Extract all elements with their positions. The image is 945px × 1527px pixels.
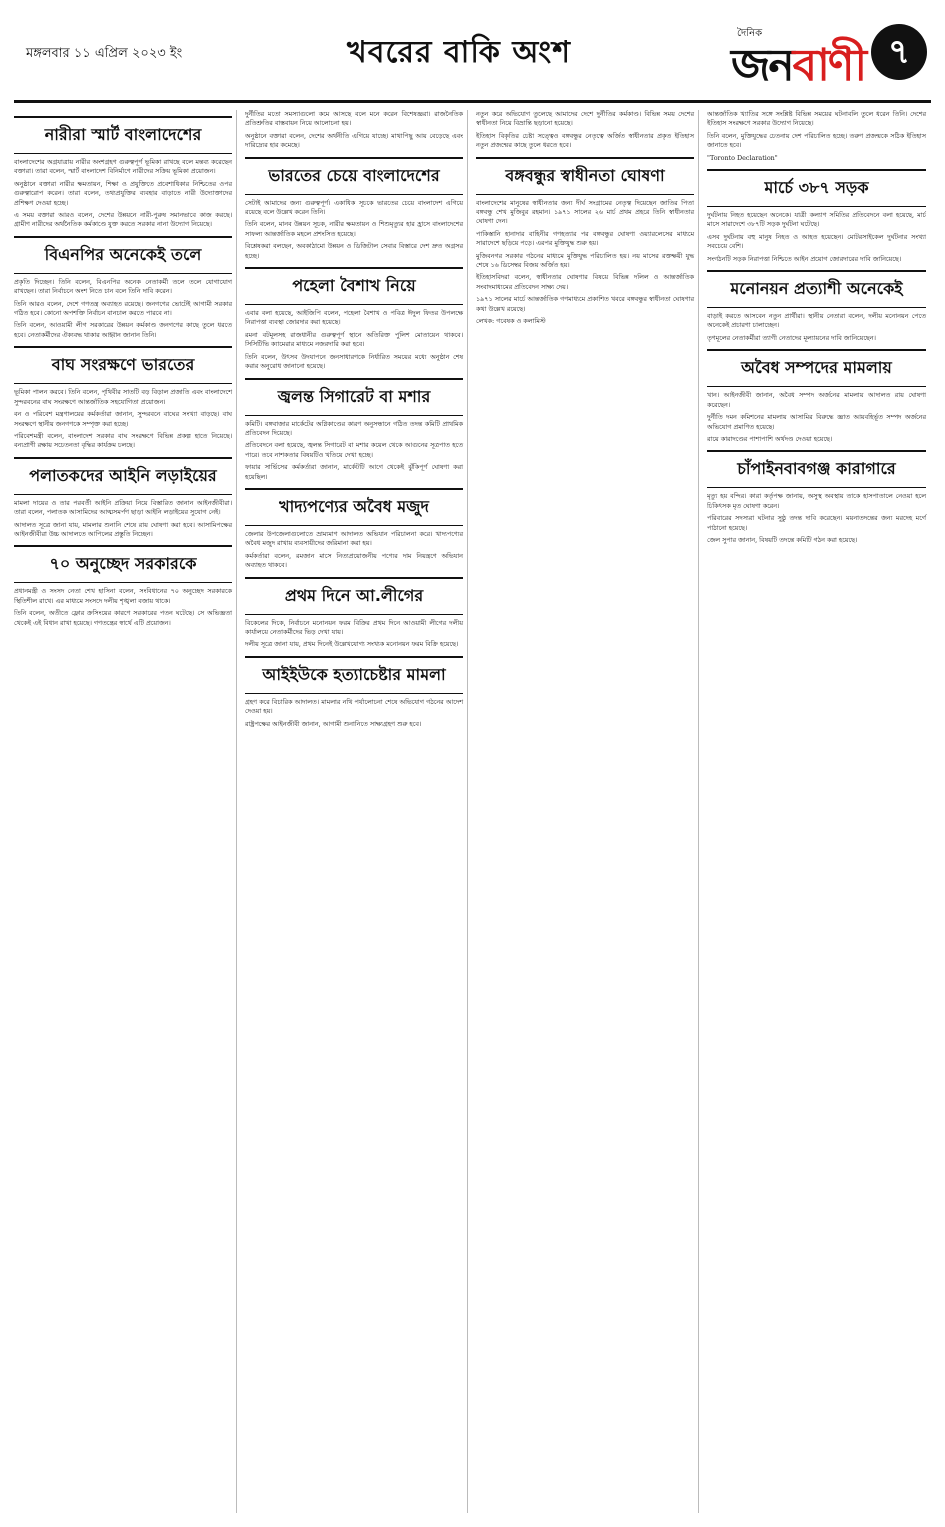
article — [245, 110, 463, 151]
article-paragraph: খান। আইনজীবী জানান, অবৈধ সম্পদ অর্জনের মামলায় আদালত রায় ঘোষণা করেছেন। — [707, 391, 926, 409]
article-paragraph: রাষ্ট্রপক্ষের আইনজীবী জানান, আগামী শুনানিতে সাক্ষ্যগ্রহণ শুরু হবে। — [245, 719, 422, 728]
article-paragraph: দুর্ঘটনায় নিহত হয়েছেন অনেকে। যাত্রী কল্যাণ সমিতির প্রতিবেদনে বলা হয়েছে, মার্চ মাসে সারাদেশে ৩৮৭টি সড়ক দুর্ঘটনা ঘটেছে। — [707, 211, 926, 229]
logo-part-2: বাণী — [792, 40, 866, 91]
article-paragraph: ইতিহাসবিদরা বলেন, স্বাধীনতার ঘোষণার বিষয়ে বিভিন্ন দলিল ও আন্তর্জাতিক সংবাদমাধ্যমের প্রতিবেদন সাক্ষ্য দেয়। — [476, 273, 694, 291]
article — [707, 349, 926, 444]
article-paragraph: তিনি বলেন, মুক্তিযুদ্ধের চেতনায় দেশ পরিচালিত হচ্ছে। তরুণ প্রজন্মকে সঠিক ইতিহাস জানাতে হবে। — [707, 131, 926, 150]
article-headline: নারীরা স্মার্ট বাংলাদেশের — [14, 116, 232, 154]
article-paragraph: বিশ্লেষকরা বলছেন, অবকাঠামো উন্নয়ন ও ডিজিটাল সেবার বিস্তারে দেশ দ্রুত অগ্রসর হচ্ছে। — [245, 242, 463, 260]
article-paragraph: অনুষ্ঠানে বক্তারা বলেন, দেশের অর্থনীতি এগিয়ে যাচ্ছে। মাথাপিছু আয় বেড়েছে এবং দারিদ্র্যের হার কমেছে। — [245, 131, 463, 150]
article-paragraph: মুজিবনগর সরকার গঠনের মাধ্যমে মুক্তিযুদ্ধ পরিচালিত হয়। নয় মাসের রক্তক্ষয়ী যুদ্ধ শেষে ১৬ ডিসেম্বর বিজয় অর্জিত হয়। — [476, 251, 694, 270]
article-headline: প্রথম দিনে আ.লীগের — [245, 577, 463, 615]
article-paragraph: এবার বলা হয়েছে, আইজিপি বলেন, পহেলা বৈশাখ ও পবিত্র ঈদুল ফিতর উপলক্ষে নিরাপত্তা ব্যবস্থা জোরদার করা হয়েছে। — [245, 309, 463, 327]
article-paragraph: তিনি বলেন, মানব উন্নয়ন সূচক, নারীর ক্ষমতায়ন ও শিশুমৃত্যুর হার হ্রাসে বাংলাদেশের সাফল্য আন্তর্জাতিক মহলে প্রশংসিত হয়েছে। — [245, 220, 463, 238]
article-paragraph: বাংলাদেশের অগ্রযাত্রায় নারীর অংশগ্রহণ গুরুত্বপূর্ণ ভূমিকা রাখছে বলে মন্তব্য করেছেন বক্তারা। তারা বলেন, স্মার্ট বাংলাদেশ বিনির্মাণে নারীদের সক্রিয় ভূমিকা প্রয়োজন। — [14, 158, 232, 176]
article-columns — [14, 110, 931, 1513]
article-headline: বঙ্গবন্ধুর স্বাধীনতা ঘোষণা — [476, 157, 694, 195]
article-paragraph: লেখক: গবেষক ও কলামিস্ট — [476, 317, 546, 326]
article-headline: চাঁপাইনবাবগঞ্জ কারাগারে — [707, 450, 926, 488]
article-paragraph: জেলার উপজেলাগুলোতে ভ্রাম্যমাণ আদালত অভিযান পরিচালনা করে। খাদ্যপণ্যের অবৈধ মজুদ রাখায় ব্যবসায়ীদের জরিমানা করা হয়। — [245, 529, 463, 548]
article-paragraph: বাংলাদেশের মানুষের স্বাধীনতার জন্য দীর্ঘ সংগ্রামের নেতৃত্ব দিয়েছেন জাতির পিতা বঙ্গবন্ধু শেখ মুজিবুর রহমান। ১৯৭১ সালের ২৬ মার্চ প্রথম প্রহরে তিনি স্বাধীনতার ঘোষণা দেন। — [476, 198, 694, 226]
article-paragraph: অনুষ্ঠানে বক্তারা নারীর ক্ষমতায়ন, শিক্ষা ও প্রযুক্তিতে প্রবেশাধিকার নিশ্চিতের ওপর গুরুত্বারোপ করেন। তারা বলেন, তথ্যপ্রযুক্তির ব্যবহার বাড়াতে নারী উদ্যোক্তাদের প্রশিক্ষণ দেওয়া হচ্ছে। — [14, 179, 232, 207]
article-paragraph: প্রধানমন্ত্রী ও সংসদ নেতা শেখ হাসিনা বলেন, সংবিধানের ৭০ অনুচ্ছেদ সরকারকে স্থিতিশীল রাখে। এর মাধ্যমে সংসদে দলীয় শৃঙ্খলা বজায় থাকে। — [14, 587, 232, 605]
article-paragraph: পাকিস্তানি হানাদার বাহিনীর গণহত্যার পর বঙ্গবন্ধুর ঘোষণা ওয়্যারলেসের মাধ্যমে সারাদেশে ছড়িয়ে পড়ে। এরপর মুক্তিযুদ্ধ শুরু হয়। — [476, 229, 694, 248]
article-headline: পলাতকদের আইনি লড়াইয়ের — [14, 457, 232, 495]
article-paragraph: পরিবেশমন্ত্রী বলেন, বাংলাদেশ সরকার বাঘ সংরক্ষণে বিভিন্ন প্রকল্প হাতে নিয়েছে। বন্যপ্রাণী রক্ষায় সচেতনতা বৃদ্ধির কার্যক্রম চলছে। — [14, 431, 232, 450]
article-paragraph: কমিটি। বঙ্গবাজার মার্কেটের অগ্নিকাণ্ডের কারণ অনুসন্ধানে গঠিত তদন্ত কমিটি প্রাথমিক প্রতিবেদন দিয়েছে। — [245, 419, 463, 437]
article-paragraph: "Toronto Declaration" — [707, 153, 778, 162]
news-column-2 — [245, 110, 468, 1513]
article-headline: মার্চে ৩৮৭ সড়ক — [707, 169, 926, 207]
article-paragraph: আদালত সূত্রে জানা যায়, মামলার শুনানি শেষে রায় ঘোষণা করা হবে। আসামিপক্ষের আইনজীবীরা উচ্চ আদালতে আপিলের প্রস্তুতি নিচ্ছেন। — [14, 520, 232, 538]
article — [707, 169, 926, 264]
article — [707, 270, 926, 343]
article-paragraph: দুর্নীতির মতো সমস্যাগুলো কমে আসছে বলে মনে করেন বিশেষজ্ঞরা। রাজনৈতিক প্রতিশ্রুতির বাস্তবায়ন নিয়ে আলোচনা হয়। — [245, 110, 463, 128]
article-headline: অবৈধ সম্পদের মামলায় — [707, 349, 926, 387]
article-headline: খাদ্যপণ্যের অবৈধ মজুদ — [245, 488, 463, 526]
article-paragraph: প্রকৃতি দিচ্ছেন। তিনি বলেন, বিএনপির অনেক নেতাকর্মী তলে তলে যোগাযোগ রাখছেন। তারা নির্বাচনে অংশ নিতে চান বলে তিনি দাবি করেন। — [14, 277, 232, 296]
article-paragraph: কর্মকর্তারা বলেন, রমজান মাসে নিত্যপ্রয়োজনীয় পণ্যের দাম নিয়ন্ত্রণে অভিযান অব্যাহত থাকবে। — [245, 551, 463, 570]
article-paragraph: মৃত্যু হয় বন্দির। কারা কর্তৃপক্ষ জানায়, অসুস্থ অবস্থায় তাকে হাসপাতালে নেওয়া হলে চিকিৎসক মৃত ঘোষণা করেন। — [707, 492, 926, 510]
article — [245, 378, 463, 482]
article-paragraph: পরিবারের সদস্যরা ঘটনার সুষ্ঠু তদন্ত দাবি করেছেন। ময়নাতদন্তের জন্য মরদেহ মর্গে পাঠানো হয়েছে। — [707, 514, 926, 532]
article — [14, 116, 232, 230]
article-paragraph: দুর্নীতি দমন কমিশনের মামলায় আসামির বিরুদ্ধে জ্ঞাত আয়বহির্ভূত সম্পদ অর্জনের অভিযোগ প্রমাণিত হয়েছে। — [707, 413, 926, 431]
article — [245, 267, 463, 371]
news-column-4 — [707, 110, 930, 1513]
article-headline: বিএনপির অনেকেই তলে — [14, 236, 232, 274]
article — [14, 457, 232, 540]
article-headline: ৭০ অনুচ্ছেদ সরকারকে — [14, 545, 232, 583]
article-paragraph: তিনি বলেন, অতীতে ফ্লোর ক্রসিংয়ের কারণে সরকারের পতন ঘটেছে। সে অভিজ্ঞতা থেকেই এই বিধান রাখা হয়েছে। গণতন্ত্রের স্বার্থে এটি প্রয়োজন। — [14, 609, 232, 627]
article-headline: পহেলা বৈশাখ নিয়ে — [245, 267, 463, 305]
article-paragraph: তৃণমূলের নেতাকর্মীরা ত্যাগী নেতাদের মূল্যায়নের দাবি জানিয়েছেন। — [707, 333, 876, 342]
article-paragraph: বাড়াই করতে আসবেন নতুন প্রার্থীরা। স্থানীয় নেতারা বলেন, দলীয় মনোনয়ন পেতে অনেকেই প্রচারণা চালাচ্ছেন। — [707, 312, 926, 330]
article — [245, 488, 463, 571]
article — [707, 450, 926, 545]
masthead — [14, 14, 931, 103]
article-paragraph: গ্রহণ করে বিচারিক আদালত। মামলার নথি পর্যালোচনা শেষে অভিযোগ গঠনের আদেশ দেওয়া হয়। — [245, 697, 463, 716]
section-title: খবরের বাকি অংশ — [347, 35, 571, 70]
news-column-1 — [14, 110, 237, 1513]
article-paragraph: তিনি আরও বলেন, দেশে গণতন্ত্র অব্যাহত রয়েছে। জনগণের ভোটেই আগামী সরকার গঠিত হবে। কোনো অপশক্তি নির্বাচন বানচাল করতে পারবে না। — [14, 299, 232, 318]
article-headline: বাঘ সংরক্ষণে ভারতের — [14, 346, 232, 384]
article — [245, 656, 463, 729]
article-paragraph: তিনি বলেন, উৎসব উদযাপনে জনসাধারণকে নির্ধারিত সময়ের মধ্যে অনুষ্ঠান শেষ করার অনুরোধ জানানো হয়েছে। — [245, 352, 463, 371]
article — [476, 157, 694, 327]
article-paragraph: ১৯৭১ সালের মার্চে আন্তর্জাতিক গণমাধ্যমে প্রকাশিত খবরে বঙ্গবন্ধুর স্বাধীনতা ঘোষণার কথা উল্লেখ রয়েছে। — [476, 295, 694, 313]
article-headline: মনোনয়ন প্রত্যাশী অনেকেই — [707, 270, 926, 308]
newspaper-logo — [731, 26, 866, 91]
article-headline: আইইউকে হত্যাচেষ্টার মামলা — [245, 656, 463, 694]
article-paragraph: জেল সুপার জানান, বিষয়টি তদন্তে কমিটি গঠন করা হয়েছে। — [707, 535, 858, 544]
article-paragraph: তিনি বলেন, আওয়ামী লীগ সরকারের উন্নয়ন কর্মকাণ্ড জনগণের কাছে তুলে ধরতে হবে। নেতাকর্মীদের ঐক্যবদ্ধ থাকার আহ্বান জানান তিনি। — [14, 321, 232, 339]
article-paragraph: প্রতিবেদনে বলা হয়েছে, জ্বলন্ত সিগারেট বা মশার কয়েল থেকে আগুনের সূত্রপাত হতে পারে। তবে নাশকতার বিষয়টিও খতিয়ে দেখা হচ্ছে। — [245, 441, 463, 459]
news-column-3 — [476, 110, 699, 1513]
article-paragraph: ভূমিকা পালন করবে। তিনি বলেন, পৃথিবীর সাতটি বড় বিড়াল প্রজাতি এবং বাংলাদেশে সুন্দরবনের বাঘ সংরক্ষণে আন্তর্জাতিক সহযোগিতা প্রয়োজন। — [14, 388, 232, 406]
article-paragraph: ইতিহাস বিকৃতির চেষ্টা সত্ত্বেও বঙ্গবন্ধুর নেতৃত্বে অর্জিত স্বাধীনতার প্রকৃত ইতিহাস নতুন প্রজন্মের কাছে তুলে ধরতে হবে। — [476, 131, 694, 150]
article-paragraph: বিকেলের দিকে, নির্বাচনে মনোনয়ন ফরম বিক্রির প্রথম দিনে আওয়ামী লীগের দলীয় কার্যালয়ে নেতাকর্মীদের ভিড় দেখা যায়। — [245, 618, 463, 636]
article — [707, 110, 926, 163]
article-paragraph: সংগঠনটি সড়ক নিরাপত্তা নিশ্চিতে আইন প্রয়োগ জোরদারের দাবি জানিয়েছে। — [707, 254, 901, 263]
logo-part-1: জন — [731, 40, 793, 91]
article — [245, 577, 463, 650]
article — [476, 110, 694, 151]
article — [14, 545, 232, 628]
logo-wordmark — [731, 32, 865, 105]
article-paragraph: বন ও পরিবেশ মন্ত্রণালয়ের কর্মকর্তারা জানান, সুন্দরবনে বাঘের সংখ্যা বাড়ছে। বাঘ সংরক্ষণে স্থানীয় জনগণকে সম্পৃক্ত করা হচ্ছে। — [14, 410, 232, 428]
page-number-badge: ৭ — [871, 24, 927, 80]
issue-date: মঙ্গলবার ১১ এপ্রিল ২০২৩ ইং — [26, 46, 183, 61]
article-paragraph: এ সময় বক্তারা আরও বলেন, দেশের উন্নয়নে নারী-পুরুষ সমানভাবে কাজ করছে। গ্রামীণ নারীদের অর্থনৈতিক কর্মকাণ্ডে যুক্ত করতে সরকার নানা উদ্যোগ নিয়েছে। — [14, 211, 232, 229]
article-paragraph: আন্তর্জাতিক খ্যাতির সঙ্গে সংশ্লিষ্ট বিভিন্ন সময়ের ঘটনাবলি তুলে ধরেন তিনি। দেশের ইতিহাস সংরক্ষণে সরকার উদ্যোগ নিয়েছে। — [707, 110, 926, 128]
article-paragraph: দলীয় সূত্রে জানা যায়, প্রথম দিনেই উল্লেখযোগ্য সংখ্যক মনোনয়ন ফরম বিক্রি হয়েছে। — [245, 640, 459, 649]
article-paragraph: সেটাই আমাদের জন্য গুরুত্বপূর্ণ। একাধিক সূচকে ভারতের চেয়ে বাংলাদেশ এগিয়ে রয়েছে বলে উল্লেখ করেন তিনি। — [245, 198, 463, 217]
article-paragraph: এসব দুর্ঘটনায় বহু মানুষ নিহত ও আহত হয়েছেন। মোটরসাইকেল দুর্ঘটনার সংখ্যা সবচেয়ে বেশি। — [707, 232, 926, 251]
article-headline: ভারতের চেয়ে বাংলাদেশের — [245, 157, 463, 195]
article-paragraph: রায়ে কারাদণ্ডের পাশাপাশি অর্থদণ্ড দেওয়া হয়েছে। — [707, 434, 833, 443]
article-paragraph: রমনা বটমূলসহ রাজধানীর গুরুত্বপূর্ণ স্থানে অতিরিক্ত পুলিশ মোতায়েন থাকবে। সিসিটিভি ক্যামেরার মাধ্যমে নজরদারি করা হবে। — [245, 330, 463, 349]
article-paragraph: মামলা দায়ের ও তার পরবর্তী আইনি প্রক্রিয়া নিয়ে বিস্তারিত জানান আইনজীবীরা। তারা বলেন, পলাতক আসামিদের আত্মসমর্পণ ছাড়া আইনি লড়াইয়ের সুযোগ নেই। — [14, 498, 232, 517]
article-paragraph: নতুন করে অভিযোগ তুলেছে আমাদের দেশে দুর্নীতির কর্মকাণ্ড। বিভিন্ন সময় দেশের স্বাধীনতা নিয়ে বিভ্রান্তি ছড়ানো হয়েছে। — [476, 110, 694, 128]
logo-prefix: দৈনিক — [737, 28, 763, 39]
article — [14, 346, 232, 450]
article — [14, 236, 232, 340]
article — [245, 157, 463, 261]
article-paragraph: ফায়ার সার্ভিসের কর্মকর্তারা জানান, মার্কেটটি আগে থেকেই ঝুঁকিপূর্ণ ঘোষণা করা হয়েছিল। — [245, 463, 463, 481]
article-headline: জ্বলন্ত সিগারেট বা মশার — [245, 378, 463, 416]
